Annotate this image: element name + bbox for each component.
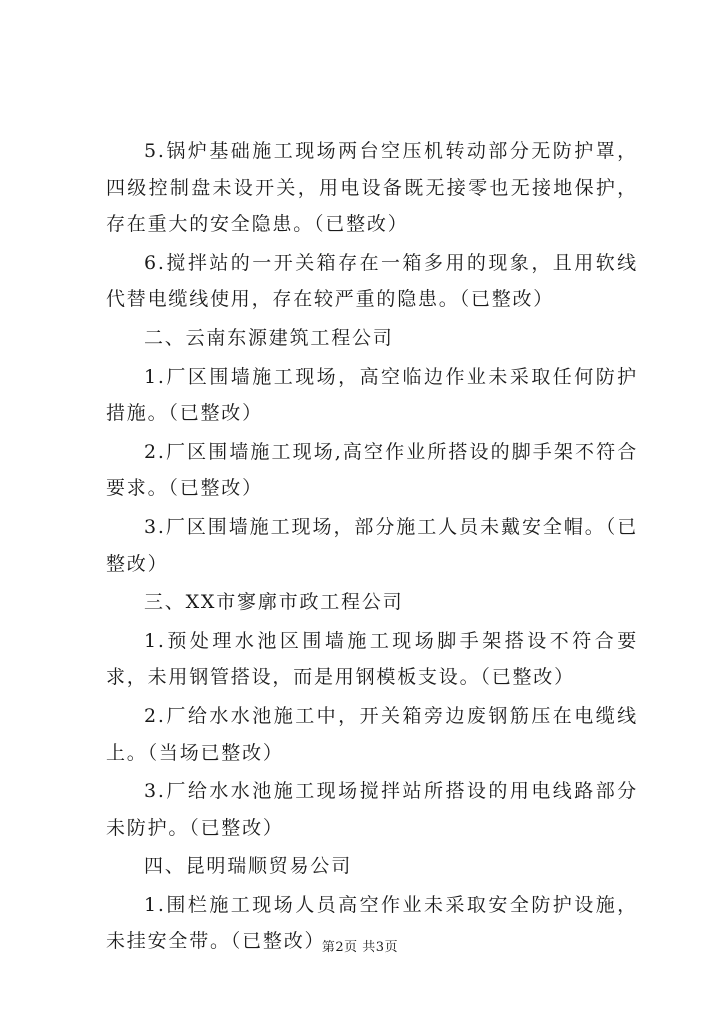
- paragraph-item: 5.锅炉基础施工现场两台空压机转动部分无防护罩，四级控制盘未设开关，用电设备既无接零也无接地保护，存在重大的安全隐患。（已整改）: [106, 140, 638, 236]
- paragraph-item: 3.厂给水水池施工现场搅拌站所搭设的用电线路部分未防护。（已整改）: [106, 780, 638, 839]
- page-number-footer: 第2页 共3页: [321, 940, 399, 955]
- paragraph-item: 1.预处理水池区围墙施工现场脚手架搭设不符合要求，未用钢管搭设，而是用钢模板支设。（已整改）: [106, 629, 638, 689]
- paragraph-item: 1.厂区围墙施工现场，高空临边作业未采取任何防护措施。（已整改）: [106, 365, 638, 425]
- paragraph-item: 2.厂给水水池施工中，开关箱旁边废钢筋压在电缆线上。（当场已整改）: [106, 704, 638, 764]
- paragraph-item: 1.围栏施工现场人员高空作业未采取安全防护设施，未挂安全带。（已整改）: [106, 893, 638, 953]
- paragraph-item: 2.厂区围墙施工现场,高空作业所搭设的脚手架不符合要求。（已整改）: [106, 440, 638, 500]
- paragraph-item: 6.搅拌站的一开关箱存在一箱多用的现象，且用软线代替电缆线使用，存在较严重的隐患。（已整改）: [106, 251, 638, 311]
- section-heading: 三、XX市寥廓市政工程公司: [144, 591, 404, 614]
- section-heading: 四、昆明瑞顺贸易公司: [144, 855, 353, 878]
- paragraph-item: 3.厂区围墙施工现场，部分施工人员未戴安全帽。（已整改）: [106, 515, 638, 575]
- section-heading: 二、云南东源建筑工程公司: [144, 326, 394, 349]
- document-body: [106, 133, 638, 962]
